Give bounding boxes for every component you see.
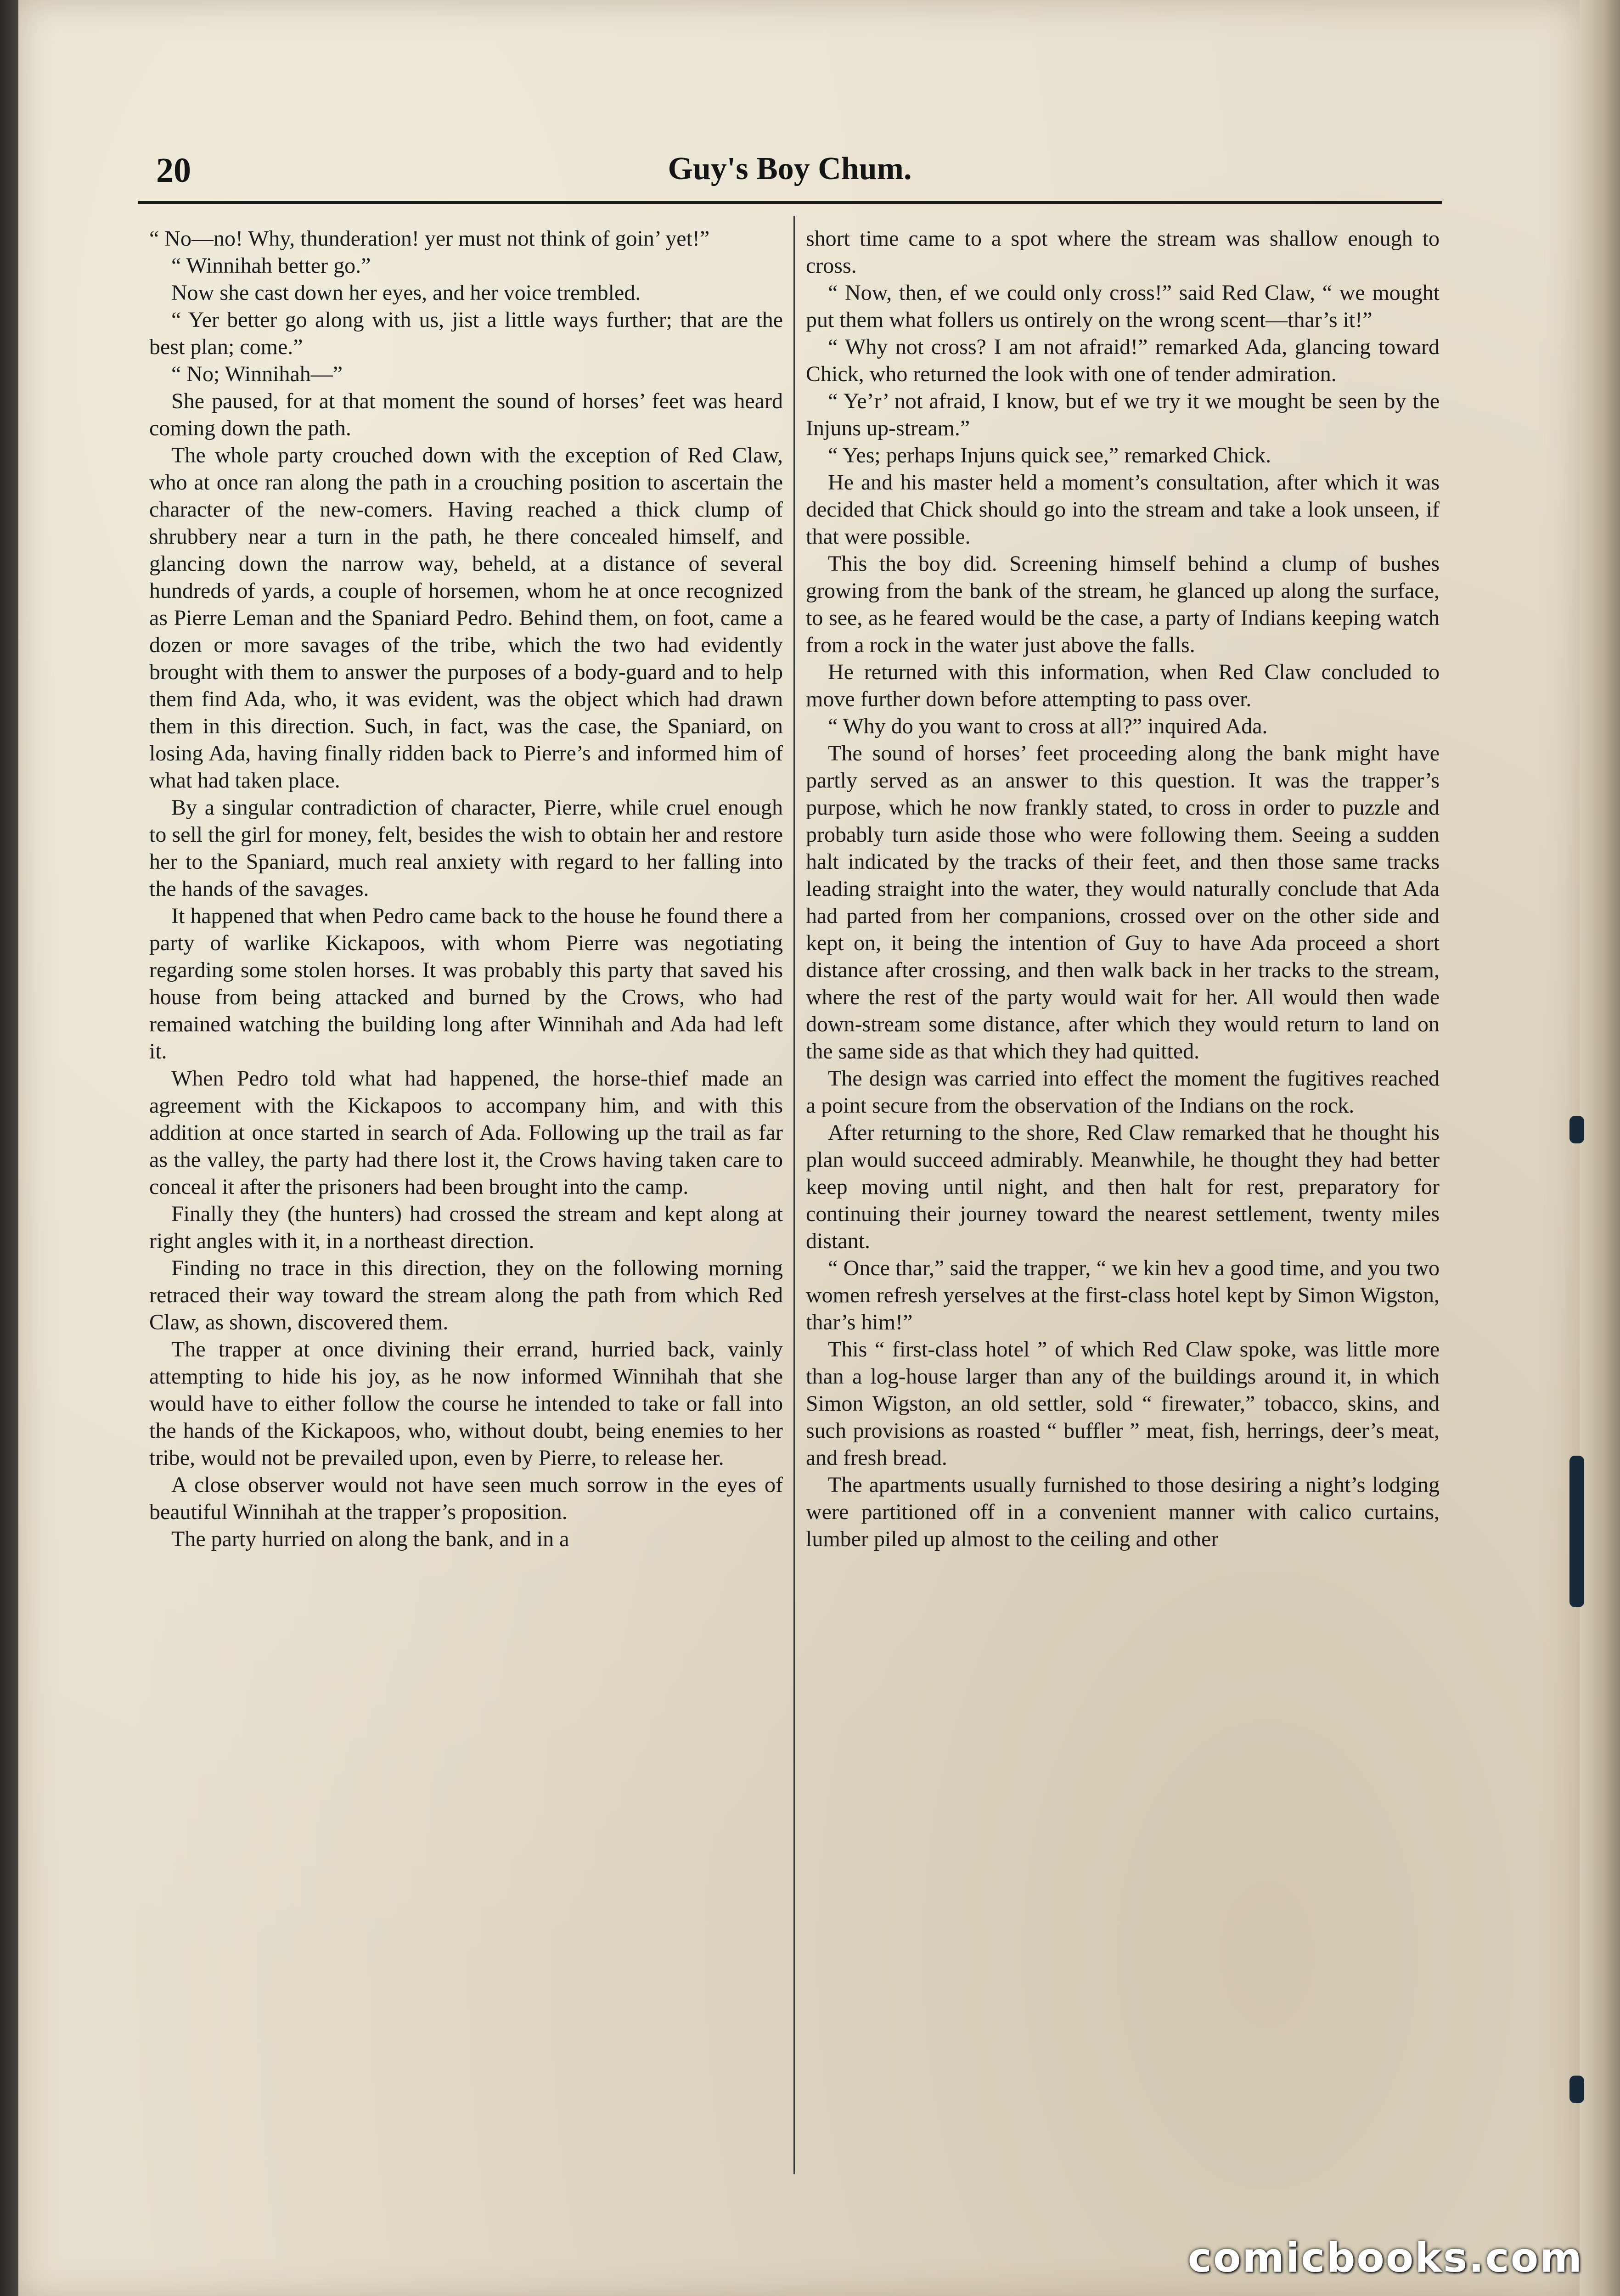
column-divider: [793, 216, 795, 2174]
paragraph: “ Winnihah better go.”: [171, 253, 371, 278]
scan-background-left: [0, 0, 19, 2296]
paragraph: The design was carried into effect the moment the fugitives reached a point secure from the observation of the Indians on the rock.: [806, 1066, 1440, 1118]
page-number: 20: [156, 151, 191, 190]
binding-tape-mark: [1569, 2076, 1584, 2103]
running-title: Guy's Boy Chum.: [668, 151, 912, 186]
paragraph: He and his master held a moment’s consultation, after which it was decided that Chick should go into the stream and take a look unseen, if that were possible.: [806, 470, 1440, 549]
site-watermark: comicbooks.com: [1187, 2234, 1583, 2281]
paragraph: When Pedro told what had happened, the horse-thief made an agreement with the Kickapoos to accompany him, and with this addition at once started in search of Ada. Following up the trail as far as the valley, the party had there lost it, the Crows having taken care to conceal it after the prisoners had been brought into the camp.: [149, 1066, 783, 1199]
paragraph: “ Yes; perhaps Injuns quick see,” remarked Chick.: [828, 443, 1271, 467]
paragraph: The whole party crouched down with the exception of Red Claw, who at once ran along the path in a crouching position to ascertain the character of the new-comers. Having reached a thick clump of shrubbery near a turn in the path, he there concealed himself, and glancing down the narrow way, beheld, at a distance of several hundreds of yards, a couple of horsemen, whom he at once recognized as Pierre Leman and the Spaniard Pedro. Behind them, on foot, came a dozen or more savages of the tribe, which the two had evidently brought with them to answer the purposes of a body-guard and to help them find Ada, who, it was evident, was the object which had drawn them in this direction. Such, in fact, was the case, the Spaniard, on losing Ada, having finally ridden back to Pierre’s and informed him of what had taken place.: [149, 443, 783, 793]
paragraph: She paused, for at that moment the sound of horses’ feet was heard coming down the path.: [149, 389, 783, 440]
paragraph: This “ first-class hotel ” of which Red Claw spoke, was little more than a log-house larger than any of the buildings around it, in which Simon Wigston, an old settler, sold “ firewater,” tobacco, skins, and such provisions as roasted “ buffler ” meat, fish, herrings, deer’s meat, and fresh bread.: [806, 1337, 1440, 1470]
binding-tape-mark: [1569, 1116, 1584, 1143]
paragraph: “ Now, then, ef we could only cross!” said Red Claw, “ we mought put them what follers us ontirely on the wrong scent—thar’s it!”: [806, 281, 1440, 332]
left-column: [149, 225, 783, 2177]
paragraph: “ Why do you want to cross at all?” inquired Ada.: [828, 714, 1268, 738]
paragraph: The party hurried on along the bank, and in a: [171, 1527, 569, 1551]
paragraph: A close observer would not have seen much sorrow in the eyes of beautiful Winnihah at the trapper’s proposition.: [149, 1473, 783, 1524]
page-header: [138, 138, 1442, 193]
paragraph: “ Ye’r’ not afraid, I know, but ef we try it we mought be seen by the Injuns up-stream.”: [806, 389, 1440, 440]
binding-tape-mark: [1569, 1456, 1584, 1607]
paragraph: short time came to a spot where the stream was shallow enough to cross.: [806, 226, 1440, 278]
paragraph: The sound of horses’ feet proceeding along the bank might have partly served as an answer to this question. It was the trapper’s purpose, which he now frankly stated, to cross in order to puzzle and probably turn aside those who were following them. Seeing a sudden halt indicated by the tracks of their feet, and then those same tracks leading straight into the water, they would naturally conclude that Ada had parted from her companions, crossed over on the other side and kept on, it being the intention of Guy to have Ada proceed a short distance after crossing, and then walk back in her tracks to the stream, where the rest of the party would wait for her. All would then wade down-stream some distance, after which they would return to land on the same side as that which they had quitted.: [806, 741, 1440, 1064]
paragraph: Finally they (the hunters) had crossed the stream and kept along at right angles with it, in a northeast direction.: [149, 1202, 783, 1253]
paragraph: This the boy did. Screening himself behind a clump of bushes growing from the bank of the stream, he glanced up along the surface, to see, as he feared would be the case, a party of Indians keeping watch from a rock in the water just above the falls.: [806, 551, 1440, 657]
paragraph: Now she cast down her eyes, and her voice trembled.: [171, 281, 641, 305]
paragraph: He returned with this information, when Red Claw concluded to move further down before attempting to pass over.: [806, 660, 1440, 711]
paragraph: The apartments usually furnished to those desiring a night’s lodging were partitioned off in a convenient manner with calico curtains, lumber piled up almost to the ceiling and other: [806, 1473, 1440, 1551]
header-rule: [138, 201, 1442, 204]
paragraph: By a singular contradiction of character, Pierre, while cruel enough to sell the girl for money, felt, besides the wish to obtain her and restore her to the Spaniard, much real anxiety with regard to her falling into the hands of the savages.: [149, 795, 783, 901]
paragraph: “ No—no! Why, thunderation! yer must not think of goin’ yet!”: [149, 226, 710, 251]
page-edge: [1580, 0, 1620, 2296]
paragraph: Finding no trace in this direction, they on the following morning retraced their way toward the stream along the path from which Red Claw, as shown, discovered them.: [149, 1256, 783, 1334]
paragraph: The trapper at once divining their errand, hurried back, vainly attempting to hide his joy, as he now informed Winnihah that she would have to either follow the course he intended to take or fall into the hands of the Kickapoos, who, without doubt, being enemies to her tribe, would not be prevailed upon, even by Pierre, to release her.: [149, 1337, 783, 1470]
paragraph: “ Yer better go along with us, jist a little ways further; that are the best plan; come.”: [149, 308, 783, 359]
paragraph: After returning to the shore, Red Claw remarked that he thought his plan would succeed admirably. Meanwhile, he thought they had better keep moving until night, and then halt for rest, preparatory for continuing their journey toward the nearest settlement, twenty miles distant.: [806, 1120, 1440, 1253]
right-column: [806, 225, 1440, 2177]
paragraph: “ Why not cross? I am not afraid!” remarked Ada, glancing toward Chick, who returned the look with one of tender admiration.: [806, 335, 1440, 386]
paragraph: “ No; Winnihah—”: [171, 362, 343, 386]
paragraph: “ Once thar,” said the trapper, “ we kin hev a good time, and you two women refresh yerselves at the first-class hotel kept by Simon Wigston, thar’s him!”: [806, 1256, 1440, 1334]
paragraph: It happened that when Pedro came back to the house he found there a party of warlike Kickapoos, with whom Pierre was negotiating regarding some stolen horses. It was probably this party that saved his house from being attacked and burned by the Crows, who had remained watching the building long after Winnihah and Ada had left it.: [149, 904, 783, 1064]
